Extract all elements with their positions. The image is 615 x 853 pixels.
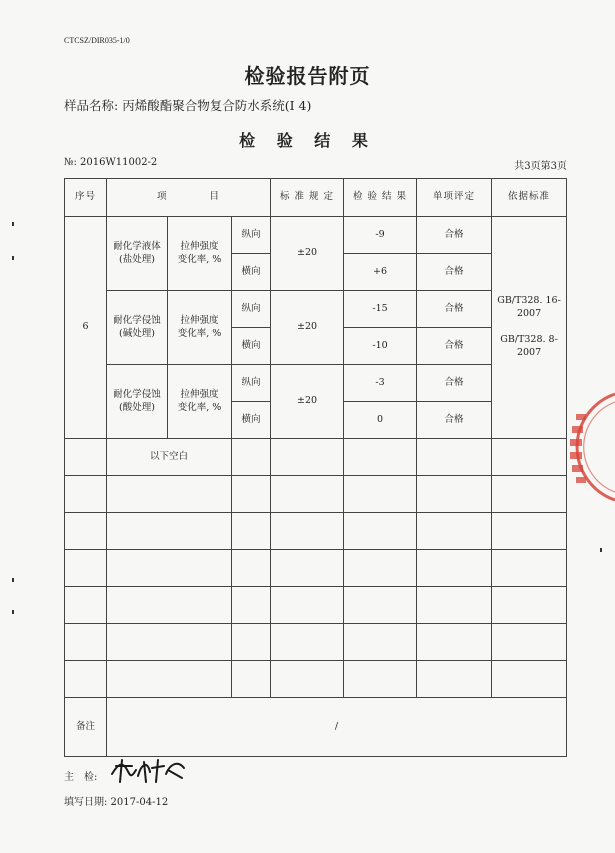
table-row <box>65 439 567 476</box>
scan-mark <box>12 610 14 614</box>
scan-mark <box>12 256 14 260</box>
verdict-cell: 合格 <box>417 291 492 328</box>
scan-mark <box>12 222 14 226</box>
result-cell: +6 <box>344 254 417 291</box>
handwritten-signature <box>108 756 188 786</box>
result-cell: -10 <box>344 328 417 365</box>
standard-cell: ±20 <box>271 365 344 439</box>
header-verdict: 单项评定 <box>417 179 492 217</box>
table-row <box>65 365 567 402</box>
verdict-cell: 合格 <box>417 365 492 402</box>
property-cell: 拉伸强度 变化率, % <box>168 217 232 291</box>
section-title: 检 验 结 果 <box>239 131 376 150</box>
result-cell: -9 <box>344 217 417 254</box>
verdict-cell: 合格 <box>417 402 492 439</box>
report-number: №: 2016W11002-2 <box>64 157 158 168</box>
inspector-label: 主 检: <box>64 772 98 783</box>
direction-cell: 横向 <box>232 254 271 291</box>
direction-cell: 纵向 <box>232 365 271 402</box>
item-cell: 耐化学侵蚀 (酸处理) <box>107 365 168 439</box>
sample-value: 丙烯酸酯聚合物复合防水系统(I 4) <box>122 98 312 113</box>
direction-cell: 纵向 <box>232 217 271 254</box>
fill-date: 填写日期: 2017-04-12 <box>64 797 169 808</box>
blank-note: 以下空白 <box>107 439 232 476</box>
table-row <box>65 217 567 254</box>
remark-row <box>65 698 567 757</box>
property-cell: 拉伸强度 变化率, % <box>168 291 232 365</box>
result-cell: -3 <box>344 365 417 402</box>
remark-label: 备注 <box>65 698 107 757</box>
direction-cell: 纵向 <box>232 291 271 328</box>
verdict-cell: 合格 <box>417 328 492 365</box>
header-item: 项 目 <box>107 179 271 217</box>
direction-cell: 横向 <box>232 402 271 439</box>
scan-mark <box>600 548 602 552</box>
seq-cell: 6 <box>65 217 107 439</box>
result-cell: -15 <box>344 291 417 328</box>
page-info: 共3页第3页 <box>514 161 567 172</box>
verdict-cell: 合格 <box>417 254 492 291</box>
sample-label: 样品名称: <box>64 98 119 113</box>
header-standard: 标 准 规 定 <box>271 179 344 217</box>
table-row <box>65 291 567 328</box>
basis-cell: GB/T328. 16- 2007 GB/T328. 8- 2007 <box>492 217 567 439</box>
item-cell: 耐化学侵蚀 (碱处理) <box>107 291 168 365</box>
official-seal-stamp <box>562 392 615 502</box>
remark-value: / <box>107 698 567 757</box>
verdict-cell: 合格 <box>417 217 492 254</box>
standard-cell: ±20 <box>271 217 344 291</box>
scan-mark <box>12 578 14 582</box>
header-basis: 依据标准 <box>492 179 567 217</box>
standard-cell: ±20 <box>271 291 344 365</box>
page-title: 检验报告附页 <box>244 64 371 88</box>
results-table <box>64 178 567 757</box>
document-code: CTCSZ/DIR035-1/0 <box>64 36 130 45</box>
header-result: 检 验 结 果 <box>344 179 417 217</box>
result-cell: 0 <box>344 402 417 439</box>
item-cell: 耐化学液体 (盐处理) <box>107 217 168 291</box>
table-header-row <box>65 179 567 217</box>
sample-name-line <box>64 96 311 114</box>
header-seq: 序号 <box>65 179 107 217</box>
direction-cell: 横向 <box>232 328 271 365</box>
property-cell: 拉伸强度 变化率, % <box>168 365 232 439</box>
